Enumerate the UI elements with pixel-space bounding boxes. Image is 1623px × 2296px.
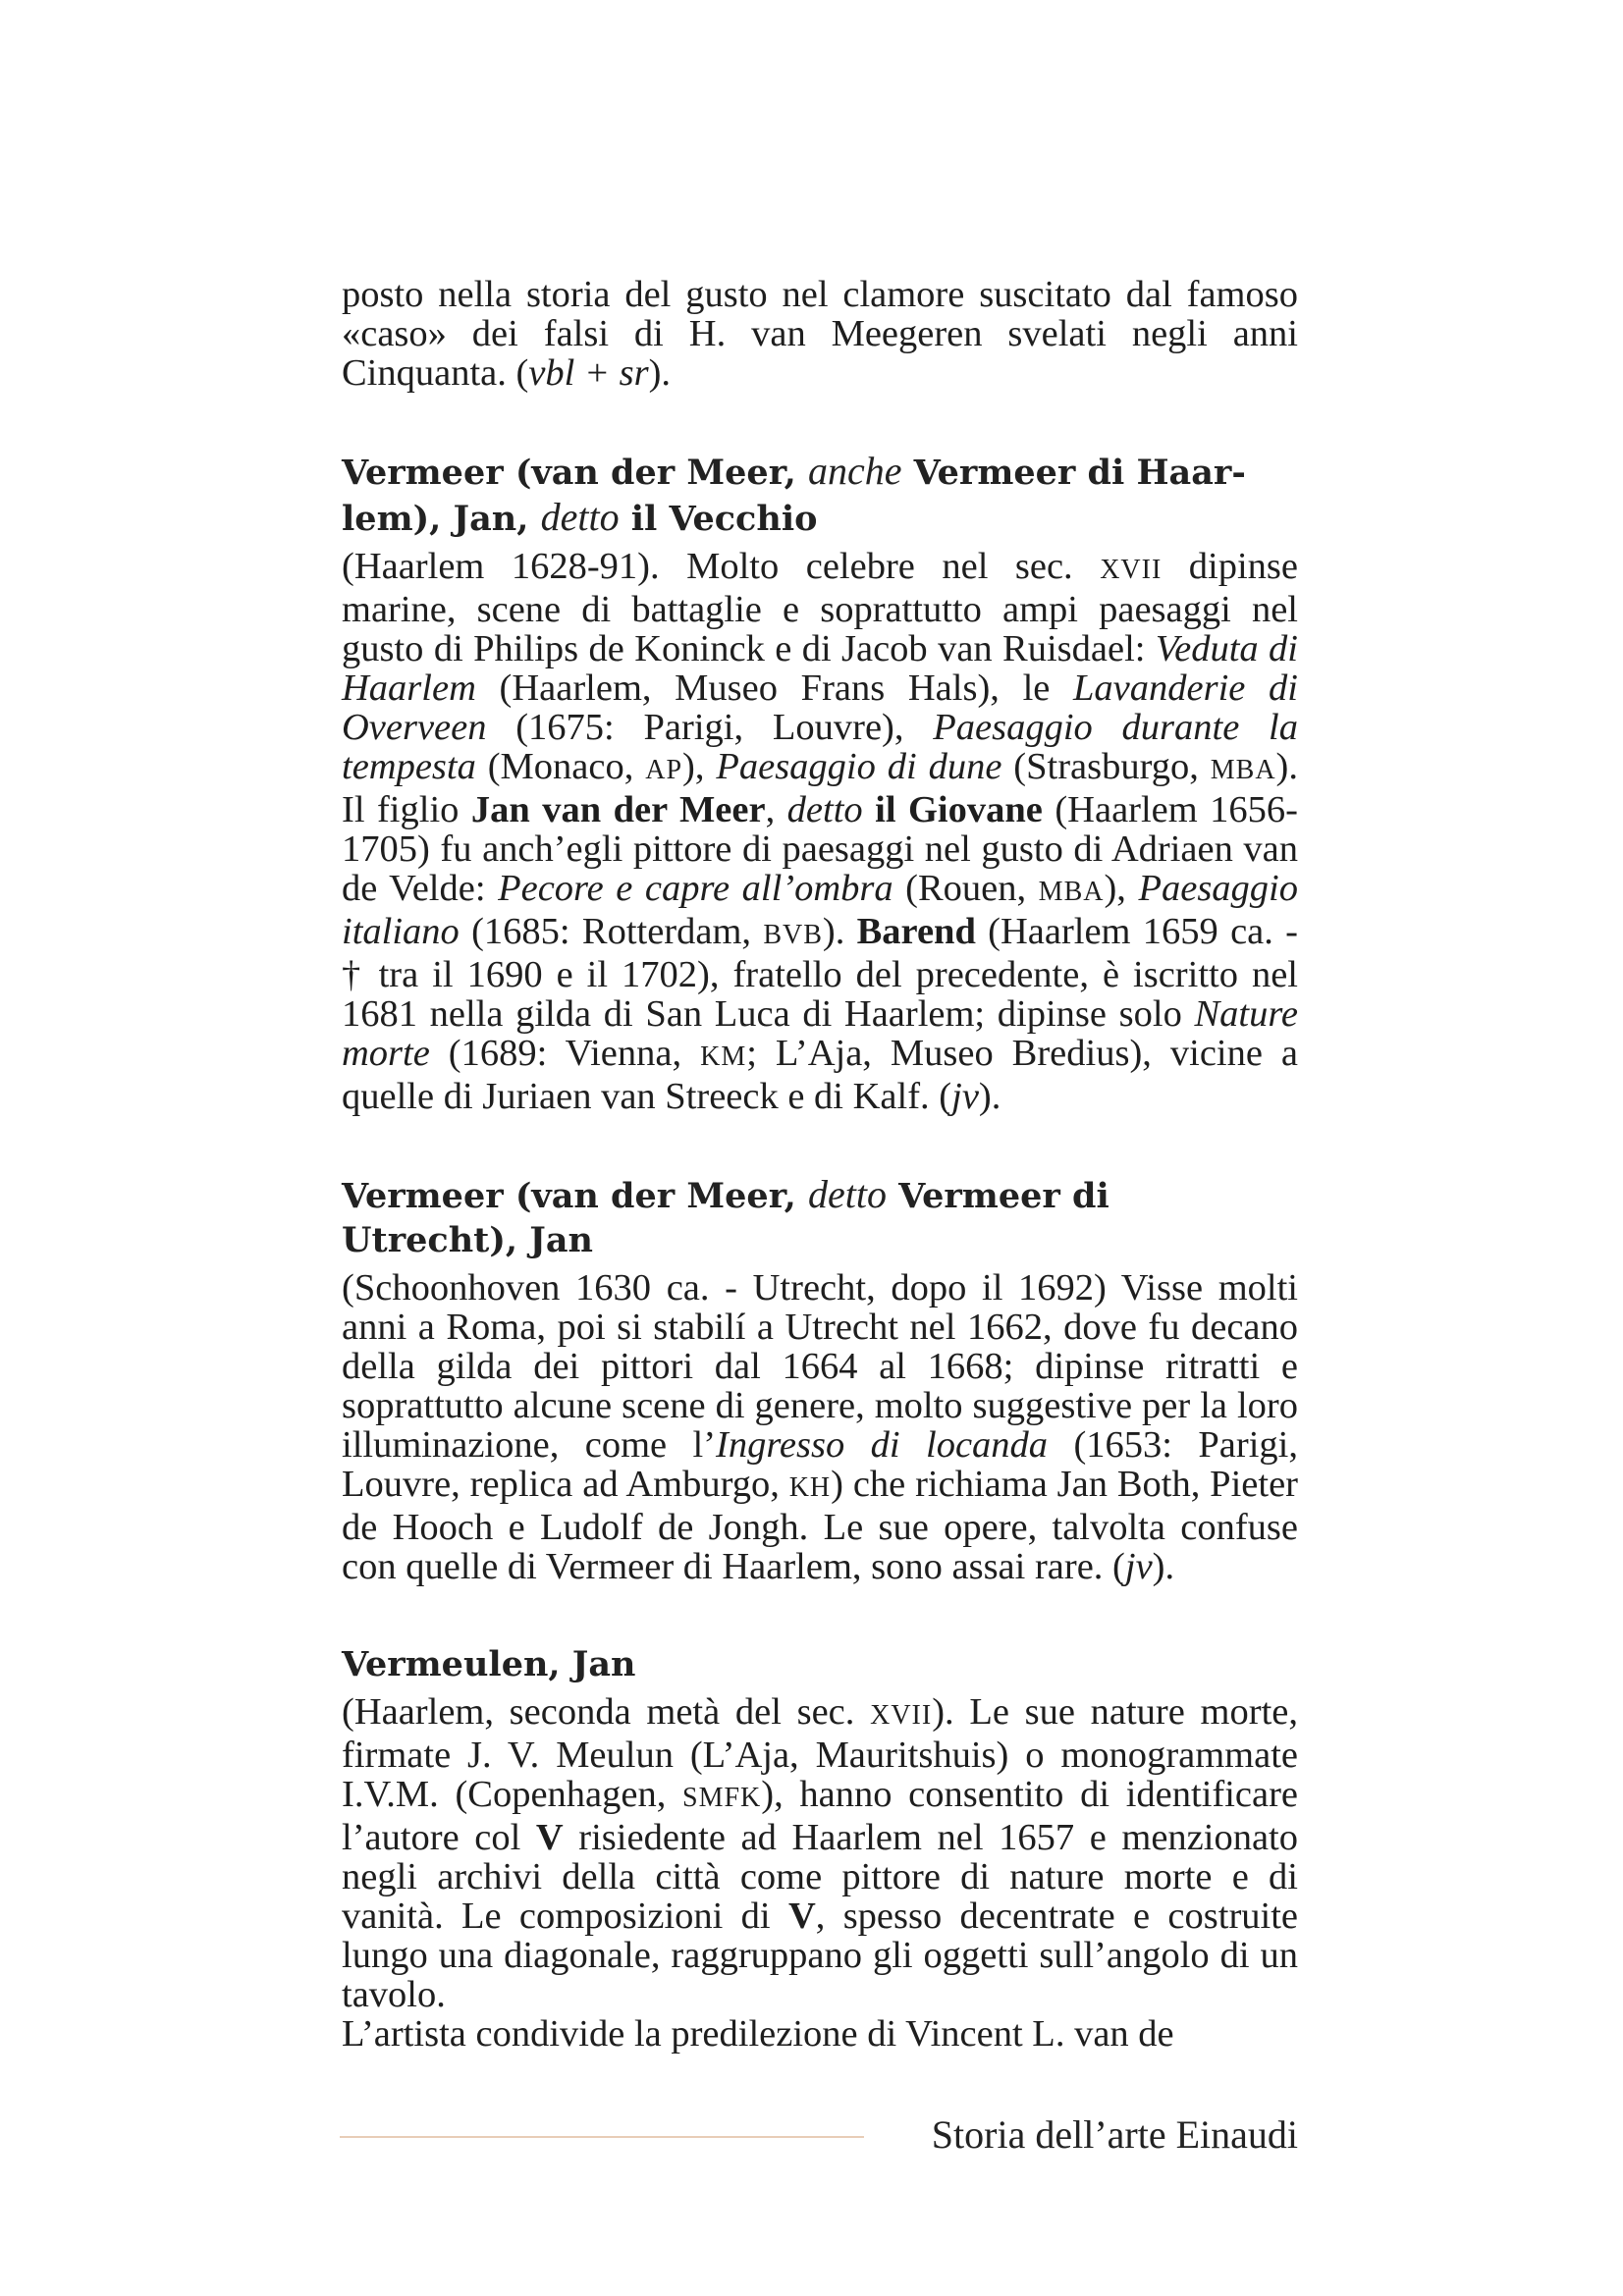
text-run: Vermeer di	[886, 1176, 1109, 1216]
text-run: BVB	[763, 920, 823, 950]
entry-body	[342, 1692, 1298, 2014]
text-run: Ve	[1155, 628, 1192, 669]
text-run: te, firmate J. V. Meulun (L’Aja, Mauritshuis) o mono	[342, 1691, 1298, 1776]
entry-vermeer-utrecht	[342, 1172, 1298, 1586]
text-run: lem), Jan,	[342, 499, 541, 539]
text-run: , spesso de	[815, 1896, 996, 1937]
entry-body	[342, 547, 1298, 1116]
footer-publisher-label: Storia dell’arte Einaudi	[931, 2112, 1298, 2157]
text-run: ).	[822, 911, 857, 952]
text-run: (Monaco,	[475, 746, 646, 787]
spacer	[342, 1116, 1298, 1172]
entry-heading	[342, 1642, 1298, 1686]
spacer	[342, 393, 1298, 449]
text-run: vbl + sr	[528, 352, 649, 394]
text-run: ), hanno consentito di identificare l’autore col	[342, 1774, 1298, 1858]
text-run: (Haarlem, seconda metà del sec.	[342, 1691, 871, 1733]
entry-vermeulen	[342, 1642, 1298, 2054]
footer-rule	[340, 2136, 864, 2138]
text-run: ),	[682, 746, 717, 787]
text-run: Barend	[856, 911, 976, 952]
text-run: stive per la loro illuminazione, come l’	[342, 1385, 1298, 1466]
text-column	[342, 275, 1298, 2054]
text-run: ,	[765, 789, 787, 830]
text-run	[1231, 453, 1246, 493]
text-run: lem 1656-1705) fu anch’egli pittore di paesaggi nel gusto di Adriaen van de Velde:	[342, 789, 1299, 909]
text-run: ),	[1104, 868, 1139, 909]
text-run: ).	[978, 1076, 1001, 1117]
entry-vermeer-haarlem	[342, 449, 1298, 1116]
text-run: detto	[786, 789, 863, 830]
entry-heading	[342, 449, 1298, 541]
text-run: ). Le sue nature mor	[932, 1691, 1262, 1733]
text-run: SMFK	[682, 1783, 762, 1813]
text-run: Paesaggio di dune	[716, 746, 1002, 787]
text-run	[863, 789, 875, 830]
text-run: (Rouen,	[893, 868, 1039, 909]
text-run: (Haarlem 1659 ca. - † tra il 1690 e il 1702), fratello del precedente, è iscritto nel 1681 nella gilda di San Luca di Haarlem; dipinse solo	[342, 911, 1298, 1035]
text-run: posto nella storia del gusto nel clamore suscitato dal famo	[342, 274, 1265, 315]
text-run: grammate I.V.M. (Copenhagen,	[342, 1735, 1298, 1815]
text-run: dipinse marine, scene di battaglie e soprattutto ampi paesaggi nel gusto di Philips de Koninck e di Jacob van Ruisdael:	[342, 546, 1298, 669]
text-run: (1675: Parigi, Louvre),	[486, 707, 934, 748]
text-run: so «caso» dei falsi di H. van Meegeren svelati negli anni Cinquanta. (	[342, 274, 1298, 394]
text-run: (1653: Parigi, Louvre, replica ad Amburgo,	[342, 1424, 1298, 1505]
text-run: duta di Haarlem	[342, 628, 1298, 709]
text-run: (Haarlem, Museo Frans Hals), le	[475, 667, 1074, 709]
text-run: il Vecchio	[619, 499, 818, 539]
text-run: centrate e costruite lungo una diagonale, raggruppano gli oggetti sull’angolo di un tavolo.	[342, 1896, 1298, 2015]
text-run: L’artista condivide la predilezione di Vincent L. van de	[342, 2013, 1174, 2055]
text-run: il Giovane	[875, 789, 1043, 830]
text-run: Paesaggio italiano	[342, 868, 1299, 952]
entry-heading	[342, 1172, 1298, 1262]
text-run: (1689: Vienna,	[429, 1033, 701, 1074]
text-run: Pecore e capre all’ombra	[498, 868, 893, 909]
text-run: (Strasburgo,	[1001, 746, 1211, 787]
text-run: anche	[807, 449, 902, 493]
text-run: (Haarlem 1628-91). Molto celebre nel sec.	[342, 546, 1101, 587]
page-footer	[340, 2112, 1298, 2162]
text-run: V	[535, 1817, 564, 1858]
text-run: Lavande	[1073, 667, 1204, 709]
text-run: Vermeer di Haar	[901, 453, 1232, 493]
text-run: ). Il figlio	[342, 746, 1298, 830]
text-run: rie di Overveen	[342, 667, 1298, 748]
text-run: ) che richia	[831, 1464, 1001, 1505]
text-run: detto	[807, 1172, 887, 1216]
text-run: AP	[645, 755, 683, 785]
text-run: ).	[1152, 1546, 1175, 1587]
text-run: ma Jan Both, Pieter de Hooch e Ludolf de Jongh. Le sue opere, talvolta confuse con quelle di Vermeer di Haarlem, sono assai rare. (	[342, 1464, 1298, 1587]
text-run: Vermeer (van der Meer,	[342, 453, 808, 493]
text-run: (Haar	[1042, 789, 1141, 830]
entry-body	[342, 1268, 1298, 1586]
text-run: MBA	[1210, 755, 1276, 785]
text-run: Nature morte	[342, 993, 1298, 1074]
text-run: detto	[540, 495, 620, 539]
text-run: risiedente ad Haarlem nel 1657 e menzionato negli archivi della città come pittore di nature morte e di vanità. Le composizioni di	[342, 1817, 1298, 1937]
text-run: Paesaggio durante la tempesta	[342, 707, 1298, 787]
text-run: (Schoonhoven 1630 ca. - Utrecht, dopo il 1692) Visse molti anni a Roma, poi si stabilí a Utrecht nel 1662, dove fu decano della gilda dei pittori dal 1664 al 1668; dipinse ritratti e soprattutto alcune scene di genere, molto sugge	[342, 1267, 1298, 1426]
text-run: Vermeer (van der Meer,	[342, 1176, 808, 1216]
text-run: KH	[788, 1472, 832, 1503]
text-run: Ingresso di locanda	[716, 1424, 1049, 1466]
text-run: Jan van der Meer	[470, 789, 766, 830]
text-run: KM	[700, 1041, 747, 1072]
text-run: jv	[1124, 1546, 1153, 1587]
text-run: XVII	[870, 1700, 933, 1731]
text-run: ; L’Aja, Museo Bredius), vicine a quelle di Juriaen van Streeck e di Kalf. (	[342, 1033, 1299, 1117]
lead-paragraph	[342, 275, 1298, 393]
text-run: ).	[648, 352, 672, 394]
text-run: (1685: Rotterdam,	[459, 911, 764, 952]
entry-continuation	[342, 2014, 1298, 2054]
text-run: Vermeulen, Jan	[342, 1644, 636, 1684]
text-run: MBA	[1038, 877, 1105, 907]
text-run: V	[787, 1896, 816, 1937]
text-run: jv	[951, 1076, 979, 1117]
text-run: Utrecht), Jan	[342, 1220, 593, 1260]
text-run: XVII	[1100, 555, 1163, 585]
spacer	[342, 1586, 1298, 1642]
